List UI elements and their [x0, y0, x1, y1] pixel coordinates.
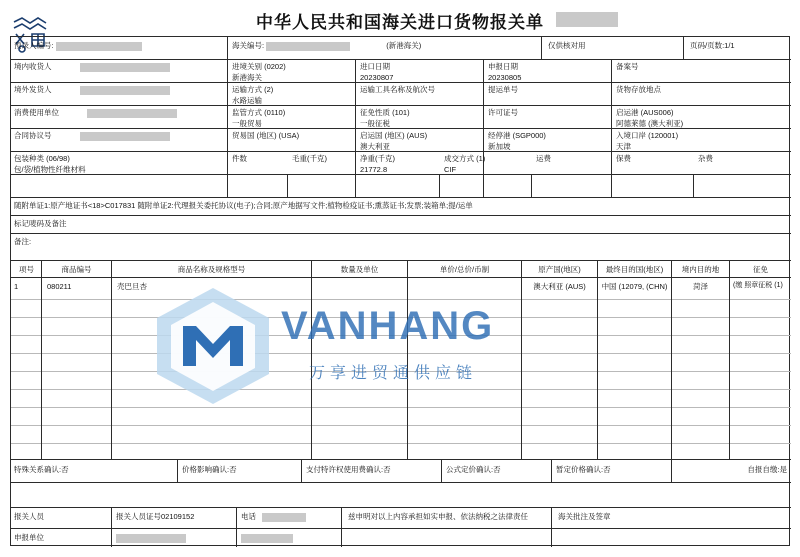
- th-price: 单价/总价/币制: [439, 265, 490, 274]
- th-domestic-dest: 境内目的地: [681, 265, 720, 274]
- inspection-note: 仅供核对用: [548, 41, 586, 50]
- special-relation-label: 特殊关系确认:否: [14, 465, 69, 474]
- watermark-text: VANHANG: [281, 304, 495, 348]
- package-type-label: 包装种类 (06/98): [14, 154, 70, 163]
- transport-mode-label: 运输方式 (2): [232, 85, 274, 94]
- license-docs-label: 随附单证1:原产地证书<18>C017831 随附单证2:代理报关委托协议(电子);合同;原产地据写文件;植物检疫证书;熏蒸证书;发票;装箱单;提/运单: [14, 201, 473, 210]
- storage-label: 货物存放地点: [616, 85, 661, 94]
- declarant-label: 报关人员: [14, 512, 44, 521]
- customs-no-redacted: [266, 42, 350, 51]
- import-date-value: 20230807: [360, 73, 394, 83]
- price-influence-label: 价格影响确认:否: [182, 465, 237, 474]
- customs-office-label: (新港海关): [386, 41, 422, 50]
- cell-final-country: 中国 (12079, (CHN): [601, 282, 668, 291]
- th-name: 商品名称及规格型号: [177, 265, 246, 274]
- formula-label: 公式定价确认:否: [446, 465, 501, 474]
- supervision-value: 一般贸易: [232, 119, 262, 129]
- declare-unit-seal-redacted: [241, 534, 293, 543]
- departure-port-value: 阿德莱德 (澳大利亚): [616, 119, 684, 129]
- declare-unit-redacted: [116, 534, 186, 543]
- freight-label: 运费: [536, 154, 551, 163]
- cell-origin-country: 澳大利亚 (AUS): [533, 282, 586, 291]
- cell-domestic-dest: 菏泽: [693, 282, 708, 291]
- phone-redacted: [262, 513, 306, 522]
- declaration-sheet: [10, 36, 790, 546]
- declare-date-value: 20230805: [488, 73, 522, 83]
- page-number: 页码/页数:1/1: [690, 41, 735, 50]
- net-weight-label: 净重(千克): [360, 154, 395, 163]
- insurance-label: 保费: [616, 154, 631, 163]
- levy-nature-value: 一般征税: [360, 119, 390, 129]
- th-levy: 征免: [753, 265, 768, 274]
- customs-no-label: 海关编号:: [232, 41, 265, 50]
- misc-label: 杂费: [698, 154, 713, 163]
- entry-port-label: 入境口岸 (120001): [616, 131, 679, 140]
- entry-customs-label: 进境关别 (0202): [232, 62, 286, 71]
- consignee-label: 境内收货人: [14, 62, 52, 71]
- overseas-shipper-redacted: [80, 86, 170, 95]
- cell-name: 壳巴旦杏: [117, 282, 147, 291]
- departure-country-value: 澳大利亚: [360, 142, 390, 152]
- consignee-redacted: [80, 63, 170, 72]
- cell-hs-code: 080211: [47, 282, 72, 291]
- consumer-unit-redacted: [87, 109, 177, 118]
- th-qty: 数量及单位: [340, 265, 379, 274]
- consumer-unit-label: 消费使用单位: [14, 108, 59, 117]
- supervision-label: 监管方式 (0110): [232, 108, 286, 117]
- levy-nature-label: 征免性质 (101): [360, 108, 410, 117]
- watermark-subtext: 万享进贸通供应链: [309, 365, 478, 382]
- table-row: [11, 281, 41, 291]
- th-hs-code: 商品编号: [61, 265, 92, 274]
- entry-port-value: 天津: [616, 142, 631, 152]
- royalty-label: 支付特许权使用费确认:否: [306, 465, 391, 474]
- departure-port-label: 启运港 (AUS006): [616, 108, 674, 117]
- transit-port-value: 新加坡: [488, 142, 511, 152]
- cell-levy-prefix: (缴: [733, 282, 743, 289]
- declarant-cert-label: 报关人员证号02109152: [116, 512, 195, 521]
- trade-terms-label: 成交方式 (1): [444, 154, 486, 163]
- import-date-label: 进口日期: [360, 62, 390, 71]
- transport-mode-value: 水路运输: [232, 96, 262, 106]
- th-final-dest: 最终目的国(地区): [605, 265, 664, 274]
- license-label: 许可证号: [488, 108, 518, 117]
- provisional-label: 暂定价格确认:否: [556, 465, 611, 474]
- self-declare-label: 自报自缴:是: [747, 465, 787, 474]
- customs-seal-label: 海关批注及签章: [558, 512, 611, 521]
- declare-unit-label: 申报单位: [14, 533, 44, 542]
- th-index: 项号: [19, 265, 34, 274]
- transit-port-label: 经停港 (SGP000): [488, 131, 546, 140]
- bill-no-label: 提运单号: [488, 85, 518, 94]
- page-title: 中华人民共和国海关进口货物报关单: [256, 13, 544, 32]
- entry-customs-value: 新港海关: [232, 73, 262, 83]
- contract-no-label: 合同协议号: [14, 131, 52, 140]
- overseas-shipper-label: 境外发货人: [14, 85, 52, 94]
- cell-levy: 照章征税 (1): [744, 282, 783, 289]
- trade-country-label: 贸易国 (地区) (USA): [232, 131, 300, 140]
- notes-label: 备注:: [14, 237, 32, 246]
- net-weight-value: 21772.8: [360, 165, 388, 175]
- declare-date-label: 申报日期: [488, 62, 518, 71]
- package-type-value: 包/袋/植物性纤维材料: [14, 165, 86, 174]
- gross-weight-label: 毛重(千克): [292, 154, 327, 163]
- title-redacted-block: [556, 12, 618, 27]
- declaration-statement: 兹申明对以上内容承担如实申报、依法纳税之法律责任: [348, 512, 528, 521]
- contract-no-redacted: [80, 132, 170, 141]
- th-origin: 原产国(地区): [538, 265, 581, 274]
- trade-terms-value: CIF: [444, 165, 457, 175]
- cell-index: 1: [14, 282, 19, 291]
- vessel-label: 运输工具名称及航次号: [360, 85, 435, 94]
- departure-country-label: 启运国 (地区) (AUS): [360, 131, 428, 140]
- pre-entry-no-redacted: [56, 42, 142, 51]
- pre-entry-no-label: 预录入编号:: [14, 41, 54, 50]
- marks-label: 标记唛码及备注: [14, 219, 67, 228]
- record-no-label: 备案号: [616, 62, 639, 71]
- pieces-label: 件数: [232, 154, 247, 163]
- phone-label: 电话: [241, 512, 256, 521]
